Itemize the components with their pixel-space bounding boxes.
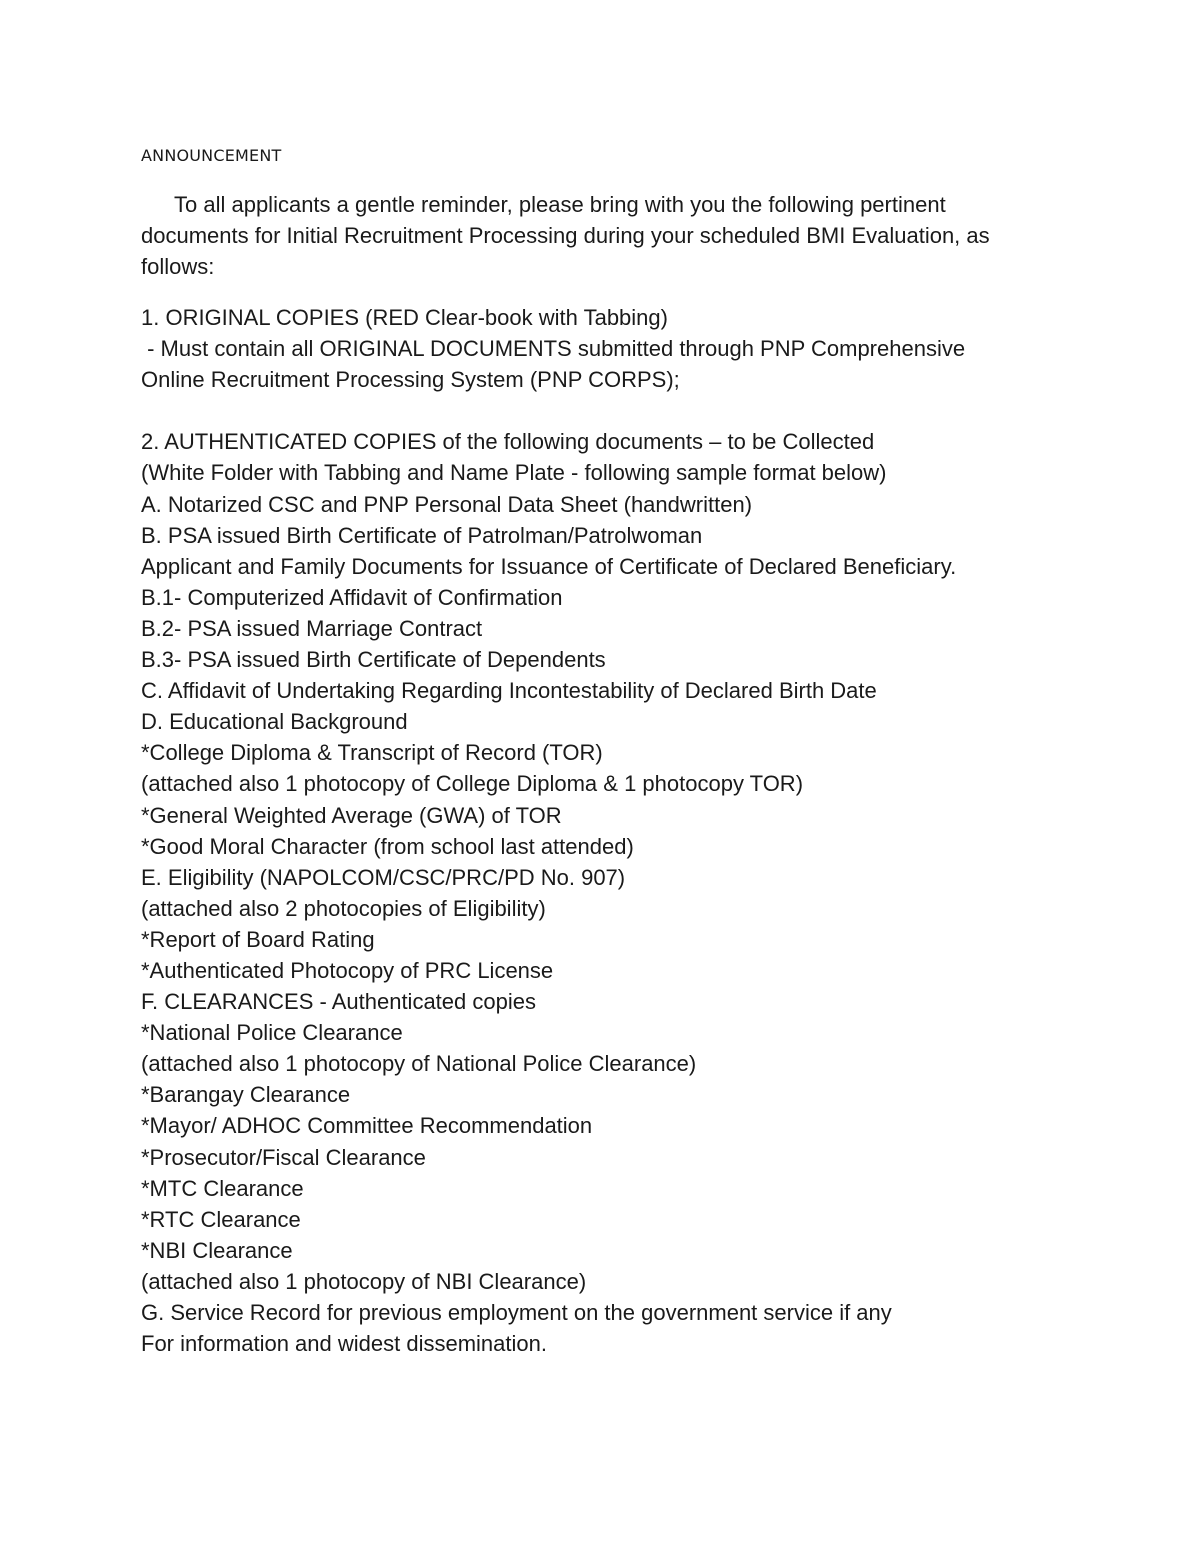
list-item: *RTC Clearance [141,1206,301,1232]
list-item: B.3- PSA issued Birth Certificate of Dependents [141,647,606,673]
list-item: *Mayor/ ADHOC Committee Recommendation [141,1113,593,1139]
list-item: *Barangay Clearance [141,1082,351,1108]
requirements-list [141,302,1101,1359]
list-item: *Prosecutor/Fiscal Clearance [141,1144,426,1170]
intro-line: To all applicants a gentle reminder, please bring with you the following pertinent [174,192,946,217]
list-item: *Good Moral Character (from school last attended) [141,833,634,859]
intro-line: documents for Initial Recruitment Processing during your scheduled BMI Evaluation, as [141,223,990,248]
list-item: E. Eligibility (NAPOLCOM/CSC/PRC/PD No. 907) [141,864,626,890]
announcement-heading: ANNOUNCEMENT [141,146,282,165]
intro-line: follows: [141,254,215,279]
list-item: D. Educational Background [141,709,408,735]
section-1-line: Online Recruitment Processing System (PNP CORPS); [141,367,680,393]
closing-line: For information and widest dissemination. [141,1331,547,1357]
list-item: G. Service Record for previous employment on the government service if any [141,1300,892,1325]
list-item: (attached also 2 photocopies of Eligibility) [141,895,546,921]
section-1-heading: 1. ORIGINAL COPIES (RED Clear-book with Tabbing) [141,305,668,330]
list-item: Applicant and Family Documents for Issuance of Certificate of Declared Beneficiary. [141,553,957,579]
intro-paragraph [141,189,1101,282]
list-item: (White Folder with Tabbing and Name Plate - following sample format below) [141,460,887,486]
list-item: *Report of Board Rating [141,926,375,952]
list-item: *General Weighted Average (GWA) of TOR [141,802,562,828]
list-item: B. PSA issued Birth Certificate of Patrolman/Patrolwoman [141,522,703,548]
section-2-heading: 2. AUTHENTICATED COPIES of the following documents – to be Collected [141,429,875,455]
list-item: B.2- PSA issued Marriage Contract [141,615,483,641]
list-item: *Authenticated Photocopy of PRC License [141,957,554,983]
list-item: B.1- Computerized Affidavit of Confirmation [141,584,563,610]
list-item: *MTC Clearance [141,1175,304,1201]
list-item: C. Affidavit of Undertaking Regarding Incontestability of Declared Birth Date [141,678,877,704]
list-item: (attached also 1 photocopy of NBI Clearance) [141,1268,587,1294]
paragraph-spacer [141,395,1101,426]
list-item: A. Notarized CSC and PNP Personal Data Sheet (handwritten) [141,491,753,517]
list-item: *National Police Clearance [141,1020,403,1046]
list-item: F. CLEARANCES - Authenticated copies [141,989,536,1015]
list-item: (attached also 1 photocopy of National Police Clearance) [141,1051,697,1077]
list-item: *NBI Clearance [141,1237,293,1263]
list-item: *College Diploma & Transcript of Record (TOR) [141,740,603,766]
section-1-line: - Must contain all ORIGINAL DOCUMENTS submitted through PNP Comprehensive [141,336,966,362]
list-item: (attached also 1 photocopy of College Diploma & 1 photocopy TOR) [141,771,804,797]
